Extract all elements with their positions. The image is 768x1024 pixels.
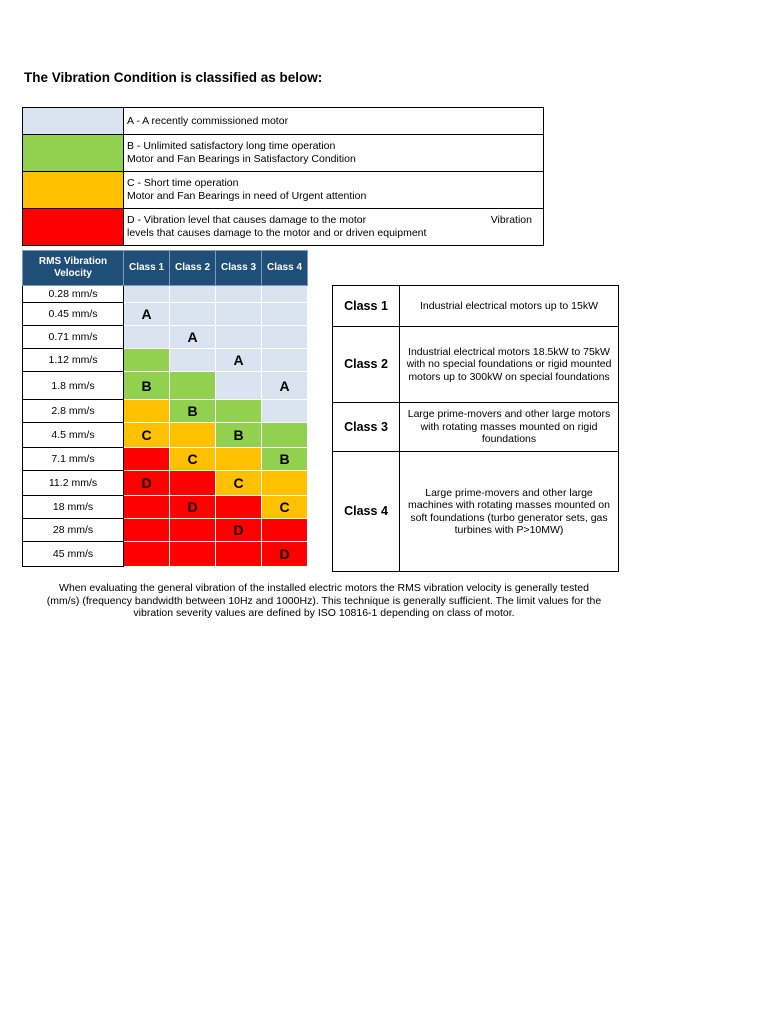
zone-cell (216, 326, 262, 349)
zone-cell: A (216, 349, 262, 372)
grid-row (23, 372, 308, 400)
grid-row (23, 423, 308, 448)
legend-swatch-a (23, 108, 124, 135)
zone-cell: D (124, 471, 170, 496)
legend-text-c (124, 172, 544, 209)
grid-header-class-2: Class 2 (170, 251, 216, 286)
legend-line-row (127, 214, 540, 227)
legend-text-a (124, 108, 544, 135)
velocity-cell: 4.5 mm/s (23, 423, 124, 448)
zone-cell (216, 496, 262, 519)
grid-body (23, 286, 308, 567)
zone-cell (216, 303, 262, 326)
grid-row (23, 286, 308, 303)
legend-row-b (23, 135, 544, 172)
class-row-4 (333, 452, 619, 572)
zone-cell (262, 286, 308, 303)
zone-cell: B (216, 423, 262, 448)
zone-cell: B (170, 400, 216, 423)
legend-row-d (23, 209, 544, 246)
zone-cell (170, 372, 216, 400)
zone-cell: C (124, 423, 170, 448)
grid-row (23, 326, 308, 349)
zone-cell: A (170, 326, 216, 349)
class-desc-line: with no special foundations or rigid mounted (406, 358, 612, 371)
legend-swatch-d (23, 209, 124, 246)
legend-line-right: Vibration (490, 214, 532, 226)
class-description (400, 327, 619, 403)
legend-row-a (23, 108, 544, 135)
zone-cell (124, 448, 170, 471)
velocity-cell: 45 mm/s (23, 542, 124, 567)
zone-cell: D (262, 542, 308, 567)
velocity-cell: 0.45 mm/s (23, 303, 124, 326)
grid-row (23, 303, 308, 326)
class-row-3 (333, 403, 619, 452)
legend-line: Motor and Fan Bearings in Satisfactory Condition (127, 153, 356, 165)
zone-cell (170, 542, 216, 567)
zone-cell (216, 286, 262, 303)
zone-cell (262, 303, 308, 326)
footnote-line: vibration severity values are defined by ISO 10816-1 depending on class of motor. (133, 607, 515, 619)
legend-line: A - A recently commissioned motor (127, 114, 289, 127)
class-desc-line: motors up to 300kW on special foundations (408, 370, 610, 383)
grid-row (23, 542, 308, 567)
footnote-line: When evaluating the general vibration of the installed electric motors the RMS vibration velocity is generally tested (59, 582, 589, 594)
class-desc-line: Industrial electrical motors 18.5kW to 75kW (408, 345, 610, 358)
grid-header-class-3: Class 3 (216, 251, 262, 286)
zone-cell (262, 326, 308, 349)
zone-cell (124, 349, 170, 372)
velocity-cell: 7.1 mm/s (23, 448, 124, 471)
velocity-cell: 1.8 mm/s (23, 372, 124, 400)
class-desc-line: with rotating masses mounted on rigid (420, 420, 598, 433)
zone-cell (124, 286, 170, 303)
motor-class-table (332, 285, 619, 572)
zone-cell (216, 448, 262, 471)
zone-cell: D (170, 496, 216, 519)
legend-line: levels that causes damage to the motor and or driven equipment (127, 227, 427, 239)
class-row-1 (333, 286, 619, 327)
zone-cell (262, 519, 308, 542)
zone-cell (170, 471, 216, 496)
legend-line: C - Short time operation (127, 177, 239, 189)
footnote-line: (mm/s) (frequency bandwidth between 10Hz and 1000Hz). This technique is generally sufficient. The limit values for the (46, 594, 602, 607)
class-desc-line: Large prime-movers and other large (425, 486, 593, 499)
class-description (400, 403, 619, 452)
zone-cell (262, 423, 308, 448)
footnote (22, 582, 626, 620)
zone-cell: D (216, 519, 262, 542)
class-description (400, 286, 619, 327)
legend-text-d (124, 209, 544, 246)
class-name: Class 1 (333, 286, 400, 327)
grid-row (23, 519, 308, 542)
zone-cell: C (216, 471, 262, 496)
velocity-cell: 0.28 mm/s (23, 286, 124, 303)
zone-cell (124, 542, 170, 567)
velocity-cell: 1.12 mm/s (23, 349, 124, 372)
class-name: Class 3 (333, 403, 400, 452)
zone-cell (262, 400, 308, 423)
class-desc-line: soft foundations (turbo generator sets, gas (410, 511, 608, 524)
class-name: Class 4 (333, 452, 400, 572)
grid-row (23, 448, 308, 471)
zone-cell (170, 519, 216, 542)
class-desc-line: machines with rotating masses mounted on (408, 499, 610, 511)
grid-header-class-4: Class 4 (262, 251, 308, 286)
zone-cell (124, 326, 170, 349)
legend-line: D - Vibration level that causes damage to the motor (127, 214, 367, 226)
velocity-cell: 2.8 mm/s (23, 400, 124, 423)
legend-line: B - Unlimited satisfactory long time operation (127, 140, 336, 152)
zone-cell (170, 349, 216, 372)
zone-cell: A (124, 303, 170, 326)
grid-header-class-1: Class 1 (124, 251, 170, 286)
legend-text-b (124, 135, 544, 172)
grid-row (23, 496, 308, 519)
zone-cell (216, 400, 262, 423)
zone-cell: C (170, 448, 216, 471)
velocity-cell: 28 mm/s (23, 519, 124, 542)
grid-row (23, 349, 308, 372)
class-desc-line: foundations (481, 433, 537, 446)
zone-cell (216, 372, 262, 400)
legend-row-c (23, 172, 544, 209)
legend-swatch-c (23, 172, 124, 209)
zone-cell: A (262, 372, 308, 400)
class-desc-line: Industrial electrical motors up to 15kW (420, 299, 598, 312)
page-title: The Vibration Condition is classified as below: (24, 70, 323, 85)
zone-cell (124, 519, 170, 542)
zone-cell: B (124, 372, 170, 400)
velocity-cell: 0.71 mm/s (23, 326, 124, 349)
class-row-2 (333, 327, 619, 403)
velocity-cell: 11.2 mm/s (23, 471, 124, 496)
zone-cell (170, 423, 216, 448)
grid-header-velocity: RMS Vibration Velocity (23, 251, 124, 286)
zone-cell (262, 471, 308, 496)
class-desc-line: Large prime-movers and other large motors (407, 408, 611, 421)
vibration-severity-grid (22, 250, 308, 567)
class-description (400, 452, 619, 572)
grid-row (23, 400, 308, 423)
zone-cell (170, 286, 216, 303)
zone-cell: C (262, 496, 308, 519)
condition-legend-table (22, 107, 544, 246)
class-name: Class 2 (333, 327, 400, 403)
zone-cell (262, 349, 308, 372)
legend-line: Motor and Fan Bearings in need of Urgent attention (127, 190, 367, 202)
zone-cell (216, 542, 262, 567)
zone-cell (124, 496, 170, 519)
zone-cell (124, 400, 170, 423)
grid-header-row (23, 251, 308, 286)
zone-cell: B (262, 448, 308, 471)
grid-row (23, 471, 308, 496)
zone-cell (170, 303, 216, 326)
class-desc-line: turbines with P>10MW) (454, 524, 564, 536)
velocity-cell: 18 mm/s (23, 496, 124, 519)
legend-swatch-b (23, 135, 124, 172)
